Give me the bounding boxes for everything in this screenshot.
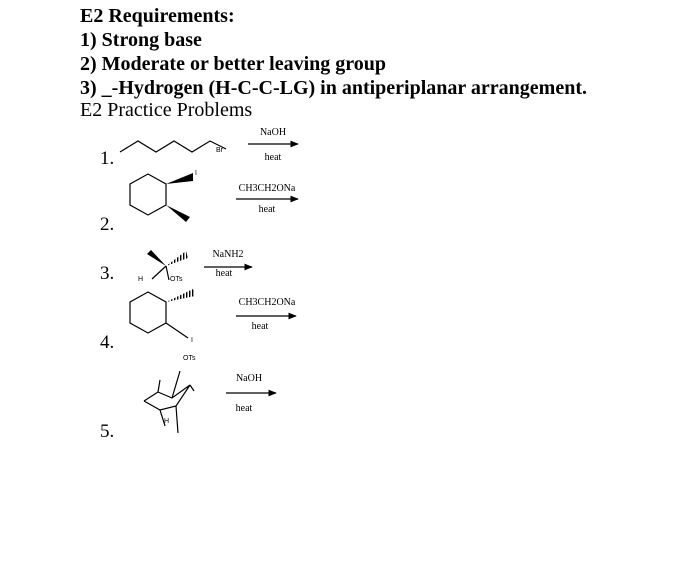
problem-3-reagent: NaNH2	[212, 249, 244, 260]
problem-4-molecule	[130, 289, 195, 338]
requirement-3: 3) _-Hydrogen (H-C-C-LG) in antiperiplanar arrangement.	[80, 77, 588, 99]
problem-3-hydrogen-label: H	[138, 276, 144, 283]
problem-3-condition: heat	[215, 268, 233, 279]
problem-5-hydrogen-label: H	[164, 418, 170, 425]
problem-2-condition: heat	[258, 204, 276, 215]
problem-1-bromine-label: Br	[216, 147, 223, 154]
problem-5-number: 5.	[100, 421, 115, 442]
problem-1-molecule	[120, 141, 226, 152]
problem-4-condition: heat	[251, 321, 269, 332]
problem-5-tosylate-label: OTs	[183, 355, 196, 362]
problem-3-tosylate-label: OTs	[170, 276, 183, 283]
requirements-title: E2 Requirements:	[80, 5, 235, 27]
problem-2-number: 2.	[100, 214, 115, 235]
problem-2-iodine-label: I	[195, 170, 197, 177]
problem-1-reagent: NaOH	[259, 127, 287, 138]
problem-5-reagent: NaOH	[235, 373, 263, 384]
problem-4-reagent: CH3CH2ONa	[238, 297, 296, 308]
problem-5-condition: heat	[235, 403, 253, 414]
problem-3-number: 3.	[100, 263, 115, 284]
problem-2-molecule	[130, 173, 193, 222]
problem-4-iodine-label: I	[191, 337, 193, 344]
problem-1-condition: heat	[264, 152, 282, 163]
practice-title: E2 Practice Problems	[80, 99, 253, 121]
requirement-1: 1) Strong base	[80, 29, 202, 51]
requirement-2: 2) Moderate or better leaving group	[80, 53, 387, 75]
problem-4-number: 4.	[100, 332, 115, 353]
problem-1-number: 1.	[100, 148, 115, 169]
problem-2-reagent: CH3CH2ONa	[238, 183, 296, 194]
